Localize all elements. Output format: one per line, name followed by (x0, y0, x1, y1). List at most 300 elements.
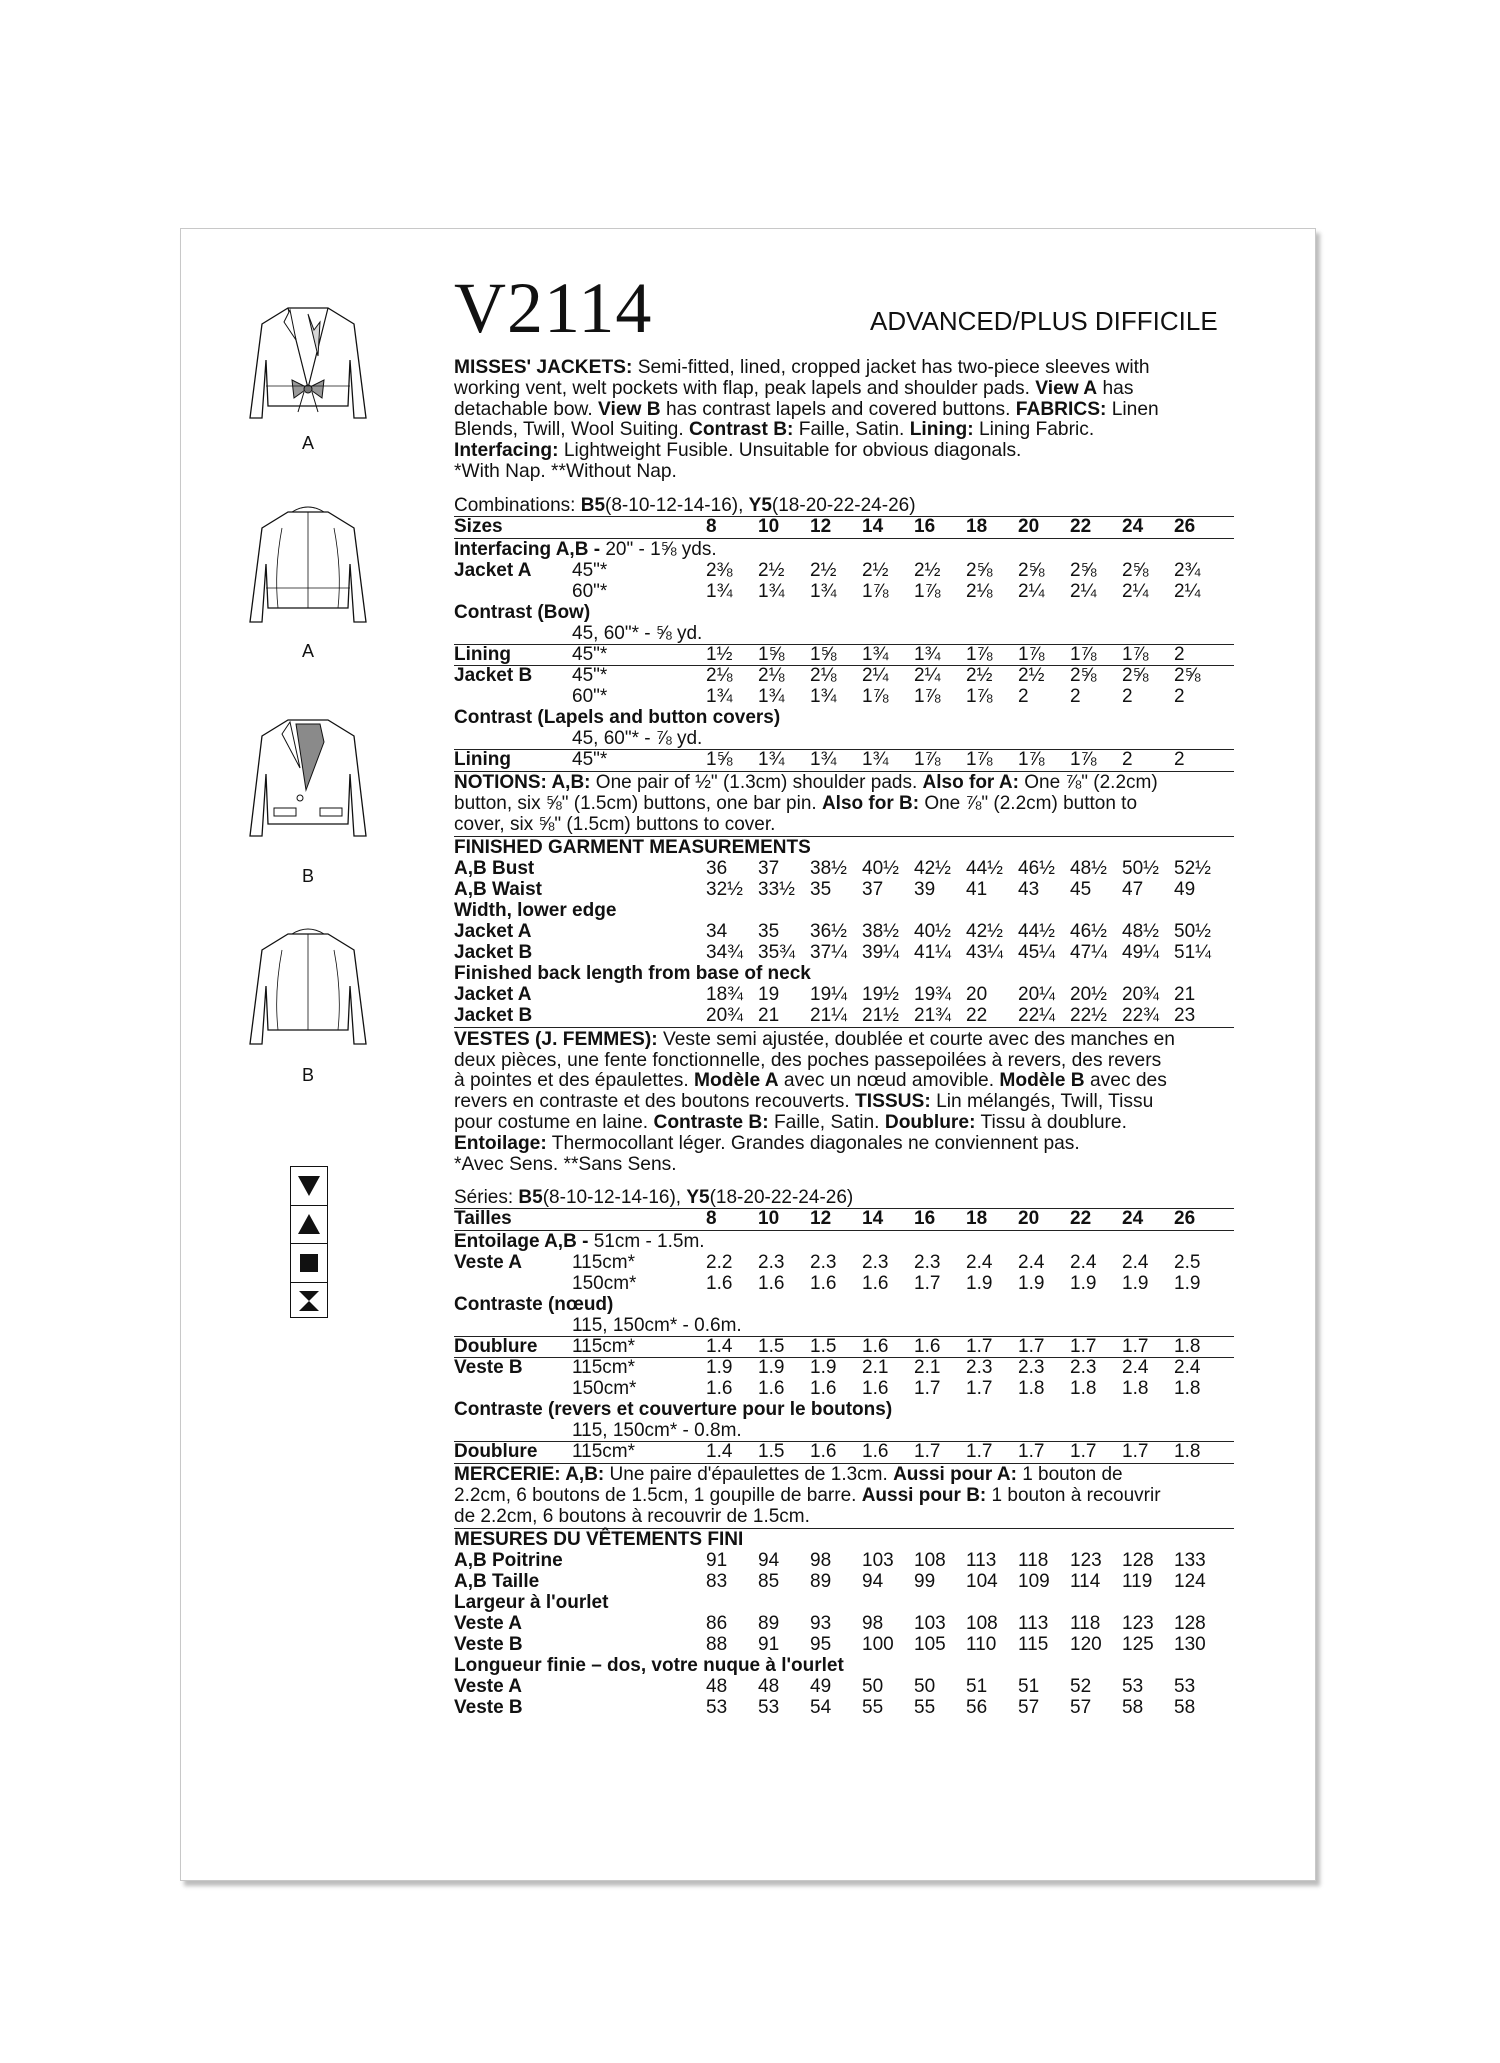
yardage-row (454, 581, 1234, 602)
size-value: 2 (1070, 685, 1081, 707)
size-value: 94 (862, 1571, 884, 1593)
size-value: 1.6 (758, 1273, 785, 1295)
row-label: Jacket B (454, 941, 533, 963)
text: (8-10-12-14-16), (542, 1187, 687, 1209)
yardage-row (454, 1357, 1234, 1378)
view-a-back-illustration (244, 500, 372, 660)
size-value: 1.8 (1174, 1441, 1201, 1463)
bold-text: Interfacing: (454, 440, 559, 462)
row-label: Veste B (454, 1357, 523, 1379)
size-value: 1.6 (862, 1378, 889, 1400)
yardage-row (454, 686, 1234, 707)
yardage-row (454, 1441, 1234, 1462)
size-value: 1.8 (1174, 1378, 1201, 1400)
row-label: A,B Waist (454, 878, 542, 900)
text: *With Nap. **Without Nap. (454, 460, 677, 482)
bold-text: Lining: (909, 419, 974, 441)
size-value: 48½ (1122, 920, 1159, 942)
size-value: 1.4 (706, 1441, 733, 1463)
measurement-row (454, 1676, 1234, 1697)
yardage-row (454, 644, 1234, 665)
size-value: 39 (914, 878, 936, 900)
yardage-row (454, 1420, 1234, 1441)
bold-text: VESTES (J. FEMMES): (454, 1028, 658, 1050)
size-value: 20 (966, 983, 988, 1005)
size-column-header: 16 (914, 1208, 936, 1230)
french-description-line (454, 1134, 1175, 1155)
bold-text: Aussi pour A: (893, 1464, 1017, 1486)
size-column-header: 12 (810, 515, 832, 537)
text: pour costume en laine. (454, 1111, 654, 1133)
size-value: 1.8 (1174, 1336, 1201, 1358)
view-b-front-illustration (244, 712, 372, 882)
size-value: 2½ (810, 559, 837, 581)
size-value: 1.7 (1018, 1441, 1045, 1463)
size-value: 85 (758, 1571, 780, 1593)
size-column-header: 8 (706, 515, 717, 537)
size-value: 21 (758, 1004, 780, 1026)
size-value: 2⅝ (966, 559, 993, 581)
size-value: 19¾ (914, 983, 951, 1005)
bold-text: View B (598, 398, 661, 420)
size-value: 40½ (914, 920, 951, 942)
english-description-line (454, 462, 1159, 483)
size-value: 1¾ (810, 748, 837, 770)
size-value: 1.6 (810, 1273, 837, 1295)
size-value: 130 (1174, 1634, 1206, 1656)
size-value: 1¾ (758, 748, 785, 770)
text: has contrast lapels and covered buttons. (660, 398, 1016, 420)
measurement-row (454, 858, 1234, 879)
size-value: 56 (966, 1697, 988, 1719)
row-label: Jacket A (454, 983, 532, 1005)
size-value: 1.7 (966, 1336, 993, 1358)
bold-text: Y5 (748, 494, 772, 516)
size-value: 50½ (1122, 857, 1159, 879)
size-value: 113 (966, 1550, 997, 1572)
size-value: 46½ (1070, 920, 1107, 942)
size-value: 1.6 (810, 1441, 837, 1463)
fabric-width: 150cm* (572, 1273, 637, 1295)
bold-text: NOTIONS: A,B: (454, 771, 591, 793)
fabric-symbols-legend (290, 1166, 328, 1318)
size-value: 110 (966, 1634, 997, 1656)
size-value: 53 (1174, 1676, 1196, 1698)
size-value: 93 (810, 1613, 832, 1635)
size-value: 43 (1018, 878, 1040, 900)
size-value: 38½ (810, 857, 847, 879)
size-value: 36½ (810, 920, 847, 942)
bold-text: Also for A: (922, 771, 1019, 793)
size-value: 22¼ (1018, 1004, 1055, 1026)
bold-text: B5 (518, 1187, 543, 1209)
size-value: 44½ (966, 857, 1003, 879)
size-value: 51 (1018, 1676, 1040, 1698)
english-description-line (454, 358, 1159, 379)
size-value: 32½ (706, 878, 743, 900)
size-value: 120 (1070, 1634, 1102, 1656)
row-label: Jacket B (454, 1004, 533, 1026)
size-value: 1¾ (914, 643, 941, 665)
size-value: 1⅞ (1018, 748, 1045, 770)
size-value: 41¼ (914, 941, 951, 963)
difficulty-level: ADVANCED/PLUS DIFFICILE (870, 306, 1218, 336)
english-sizes-header (454, 516, 1234, 537)
size-value: 1¾ (862, 748, 889, 770)
yardage-row (454, 1399, 1234, 1420)
size-value: 2 (1174, 748, 1185, 770)
row-label: Doublure (454, 1441, 538, 1463)
fabric-width: 45"* (572, 664, 608, 686)
bold-text: Contraste B: (653, 1111, 769, 1133)
size-value: 2½ (862, 559, 889, 581)
text: Lightweight Fusible. Unsuitable for obvious diagonals. (558, 440, 1022, 462)
size-value: 2 (1122, 685, 1133, 707)
size-value: 105 (914, 1634, 946, 1656)
size-value: 2 (1174, 685, 1185, 707)
bold-text: MERCERIE: A,B: (454, 1464, 605, 1486)
size-value: 1.5 (810, 1336, 837, 1358)
size-value: 49¼ (1122, 941, 1159, 963)
row-label: Veste B (454, 1697, 523, 1719)
size-value: 55 (862, 1697, 884, 1719)
yardage-row (454, 1378, 1234, 1399)
measurement-row (454, 1613, 1234, 1634)
size-value: 58 (1122, 1697, 1144, 1719)
text: Combinations: (454, 494, 581, 516)
sizes-label: Sizes (454, 515, 503, 537)
row-label: Finished back length from base of neck (454, 962, 811, 984)
size-value: 2 (1122, 748, 1133, 770)
size-value: 98 (810, 1550, 832, 1572)
view-b-back-illustration (244, 922, 372, 1082)
text: One pair of ½" (1.3cm) shoulder pads. (590, 771, 923, 793)
text: Faille, Satin. (793, 419, 910, 441)
yardage-row (454, 707, 1234, 728)
row-note: 45, 60"* - ⅝ yd. (572, 622, 703, 644)
bold-text: Also for B: (821, 792, 920, 814)
size-value: 49 (810, 1676, 832, 1698)
size-value: 2⅝ (1070, 559, 1097, 581)
size-value: 50 (914, 1676, 936, 1698)
row-label: Veste B (454, 1634, 523, 1656)
row-label: Interfacing A,B - 20" - 1⅝ yds. (454, 538, 717, 560)
notions-line (454, 772, 1158, 793)
hourglass-icon (291, 1283, 327, 1321)
size-value: 46½ (1018, 857, 1055, 879)
size-value: 2 (1174, 643, 1185, 665)
size-value: 2.3 (1070, 1357, 1097, 1379)
size-value: 41 (966, 878, 988, 900)
size-value: 1.9 (758, 1357, 785, 1379)
text: Thermocollant léger. Grandes diagonales ne conviennent pas. (546, 1132, 1080, 1154)
yardage-row (454, 560, 1234, 581)
notions-line (454, 1464, 1161, 1485)
yardage-row (454, 665, 1234, 686)
size-value: 37 (862, 878, 884, 900)
size-value: 48 (758, 1676, 780, 1698)
size-value: 2¼ (862, 664, 889, 686)
size-value: 20¼ (1018, 983, 1055, 1005)
size-value: 43¼ (966, 941, 1003, 963)
row-label: Jacket B (454, 664, 533, 686)
text: working vent, welt pockets with flap, peak lapels and shoulder pads. (454, 377, 1036, 399)
text: avec des (1084, 1070, 1167, 1092)
size-value: 1.7 (1070, 1441, 1097, 1463)
size-value: 37¼ (810, 941, 847, 963)
size-value: 2½ (1018, 664, 1045, 686)
size-value: 50 (862, 1676, 884, 1698)
size-value: 1⅝ (758, 643, 785, 665)
notions-line (454, 1485, 1161, 1506)
sizes-label: Tailles (454, 1208, 512, 1230)
size-value: 1⅞ (862, 685, 889, 707)
size-value: 37 (758, 857, 780, 879)
size-column-header: 26 (1174, 1208, 1196, 1230)
fabric-width: 115cm* (572, 1252, 636, 1274)
size-value: 51¼ (1174, 941, 1211, 963)
bold-text: Doublure: (884, 1111, 976, 1133)
size-value: 1.6 (862, 1336, 889, 1358)
row-label: Entoilage A,B - 51cm - 1.5m. (454, 1231, 705, 1253)
view-label-b-back: B (302, 1065, 315, 1085)
row-label: Longueur finie – dos, votre nuque à l'ourlet (454, 1655, 844, 1677)
row-note: 115, 150cm* - 0.6m. (572, 1315, 742, 1337)
size-value: 1.7 (966, 1441, 993, 1463)
size-value: 1⅝ (706, 748, 733, 770)
size-value: 21 (1174, 983, 1196, 1005)
size-value: 2.3 (966, 1357, 993, 1379)
size-column-header: 18 (966, 1208, 988, 1230)
size-value: 2⅝ (1122, 559, 1149, 581)
size-column-header: 16 (914, 515, 936, 537)
text: de 2.2cm, 6 boutons à recouvrir de 1.5cm. (454, 1506, 810, 1528)
row-note: 45, 60"* - ⅞ yd. (572, 727, 703, 749)
english-description-line (454, 379, 1159, 400)
bold-text: Entoilage: (454, 1132, 547, 1154)
size-column-header: 24 (1122, 515, 1144, 537)
size-value: 2 (1018, 685, 1029, 707)
size-value: 1⅞ (966, 748, 993, 770)
size-value: 100 (862, 1634, 894, 1656)
yardage-row (454, 1252, 1234, 1273)
text: avec un nœud amovible. (778, 1070, 1000, 1092)
size-value: 113 (1018, 1613, 1049, 1635)
pattern-number: V2114 (454, 268, 653, 348)
size-value: 2⅝ (1122, 664, 1149, 686)
yardage-row (454, 602, 1234, 623)
text: (8-10-12-14-16), (605, 494, 749, 516)
text: Séries: (454, 1187, 519, 1209)
size-value: 1⅞ (966, 685, 993, 707)
size-value: 22¾ (1122, 1004, 1159, 1026)
size-value: 1.7 (1070, 1336, 1097, 1358)
size-value: 125 (1122, 1634, 1154, 1656)
size-value: 49 (1174, 878, 1196, 900)
size-value: 1⅝ (810, 643, 837, 665)
size-value: 47¼ (1070, 941, 1107, 963)
row-label: Largeur à l'ourlet (454, 1592, 609, 1614)
size-value: 1.8 (1122, 1378, 1149, 1400)
size-value: 1¾ (706, 580, 733, 602)
row-label: Contraste (revers et couverture pour le boutons) (454, 1399, 893, 1421)
english-finished-title: FINISHED GARMENT MEASUREMENTS (454, 836, 811, 858)
size-value: 45 (1070, 878, 1092, 900)
size-value: 2.3 (758, 1252, 785, 1274)
fabric-width: 115cm* (572, 1441, 636, 1463)
row-label: A,B Taille (454, 1571, 540, 1593)
bold-text: Aussi pour B: (861, 1485, 987, 1507)
size-value: 1⅞ (914, 685, 941, 707)
size-value: 21½ (862, 1004, 899, 1026)
english-description-line (454, 441, 1159, 462)
size-column-header: 20 (1018, 515, 1040, 537)
size-value: 108 (966, 1613, 998, 1635)
text: Lin mélangés, Twill, Tissu (930, 1091, 1154, 1113)
french-description-line (454, 1071, 1175, 1092)
size-value: 1.6 (810, 1378, 837, 1400)
text: detachable bow. (454, 398, 599, 420)
size-value: 36 (706, 857, 728, 879)
size-value: 2.4 (1122, 1357, 1149, 1379)
size-value: 1¾ (810, 580, 837, 602)
size-value: 1⅞ (914, 748, 941, 770)
divider (454, 1027, 1234, 1028)
row-label: Veste A (454, 1676, 522, 1698)
fabric-width: 115cm* (572, 1336, 636, 1358)
french-sizes-header (454, 1208, 1234, 1229)
size-value: 1.9 (810, 1357, 837, 1379)
text: (18-20-22-24-26) (771, 494, 916, 516)
notions-line (454, 1506, 1161, 1527)
text: Semi-fitted, lined, cropped jacket has two-piece sleeves with (632, 357, 1150, 378)
size-value: 91 (758, 1634, 780, 1656)
size-value: 1.7 (1018, 1336, 1045, 1358)
french-description-line (454, 1030, 1175, 1051)
size-value: 18¾ (706, 983, 743, 1005)
row-label: Lining (454, 748, 511, 770)
fabric-width: 60"* (572, 580, 608, 602)
size-value: 50½ (1174, 920, 1211, 942)
size-value: 1⅞ (914, 580, 941, 602)
text: Une paire d'épaulettes de 1.3cm. (604, 1464, 894, 1486)
text: One ⅞" (2.2cm) button to (919, 792, 1138, 814)
size-value: 19½ (862, 983, 899, 1005)
size-value: 2½ (758, 559, 785, 581)
fabric-width: 60"* (572, 685, 608, 707)
size-column-header: 22 (1070, 1208, 1092, 1230)
size-value: 83 (706, 1571, 728, 1593)
size-value: 103 (862, 1550, 894, 1572)
french-description-line (454, 1092, 1175, 1113)
bold-text: MISSES' JACKETS: (454, 357, 633, 378)
size-column-header: 24 (1122, 1208, 1144, 1230)
size-value: 1⅞ (966, 643, 993, 665)
size-value: 1.6 (706, 1273, 733, 1295)
row-label: Jacket A (454, 920, 532, 942)
size-value: 109 (1018, 1571, 1050, 1593)
fabric-width: 45"* (572, 643, 608, 665)
size-value: 2½ (914, 559, 941, 581)
size-value: 114 (1070, 1571, 1101, 1593)
size-value: 22 (966, 1004, 988, 1026)
yardage-row (454, 623, 1234, 644)
row-label: Jacket A (454, 559, 532, 581)
size-value: 34¾ (706, 941, 743, 963)
size-column-header: 12 (810, 1208, 832, 1230)
size-value: 115 (1018, 1634, 1049, 1656)
size-value: 51 (966, 1676, 988, 1698)
size-value: 2¼ (1018, 580, 1045, 602)
fabric-width: 150cm* (572, 1378, 637, 1400)
text: deux pièces, une fente fonctionnelle, des poches passepoilées à revers, des revers (454, 1049, 1162, 1071)
size-value: 2.4 (1070, 1252, 1097, 1274)
size-value: 2⅜ (706, 559, 733, 581)
size-value: 48 (706, 1676, 728, 1698)
size-value: 104 (966, 1571, 998, 1593)
size-value: 1.6 (706, 1378, 733, 1400)
size-value: 1.7 (914, 1378, 941, 1400)
text: has (1097, 377, 1134, 399)
text: *Avec Sens. **Sans Sens. (454, 1153, 677, 1175)
size-value: 2¼ (914, 664, 941, 686)
size-value: 1.7 (1122, 1441, 1149, 1463)
french-description-line (454, 1155, 1175, 1176)
size-value: 124 (1174, 1571, 1206, 1593)
yardage-row (454, 1294, 1234, 1315)
size-value: 38½ (862, 920, 899, 942)
size-column-header: 18 (966, 515, 988, 537)
yardage-row (454, 1315, 1234, 1336)
size-column-header: 8 (706, 1208, 717, 1230)
size-value: 57 (1070, 1697, 1092, 1719)
english-notions (454, 772, 1158, 835)
triangle-down-icon (291, 1167, 327, 1206)
size-value: 1¾ (758, 580, 785, 602)
size-column-header: 26 (1174, 515, 1196, 537)
size-value: 98 (862, 1613, 884, 1635)
size-value: 1⅞ (1070, 643, 1097, 665)
row-label: Veste A (454, 1252, 522, 1274)
bold-text: Modèle B (999, 1070, 1085, 1092)
size-value: 2.4 (1018, 1252, 1045, 1274)
size-value: 21¼ (810, 1004, 847, 1026)
yardage-row (454, 749, 1234, 770)
size-value: 2.5 (1174, 1252, 1201, 1274)
text: Linen (1106, 398, 1159, 420)
size-value: 133 (1174, 1550, 1206, 1572)
size-value: 54 (810, 1697, 832, 1719)
size-value: 2.4 (1122, 1252, 1149, 1274)
size-value: 118 (1070, 1613, 1101, 1635)
size-value: 35 (758, 920, 780, 942)
yardage-row (454, 1336, 1234, 1357)
size-value: 35¾ (758, 941, 795, 963)
text: 2.2cm, 6 boutons de 1.5cm, 1 goupille de barre. (454, 1485, 862, 1507)
row-label: A,B Bust (454, 857, 535, 879)
row-label: Lining (454, 643, 511, 665)
size-value: 53 (1122, 1676, 1144, 1698)
size-value: 1.6 (862, 1441, 889, 1463)
text: Faille, Satin. (768, 1111, 885, 1133)
measurement-row (454, 1550, 1234, 1571)
text: (18-20-22-24-26) (709, 1187, 854, 1209)
row-note: 51cm - 1.5m. (593, 1231, 705, 1253)
size-value: 123 (1070, 1550, 1102, 1572)
text: 1 bouton à recouvrir (986, 1485, 1161, 1507)
size-value: 1.4 (706, 1336, 733, 1358)
text: Tissu à doublure. (975, 1111, 1127, 1133)
